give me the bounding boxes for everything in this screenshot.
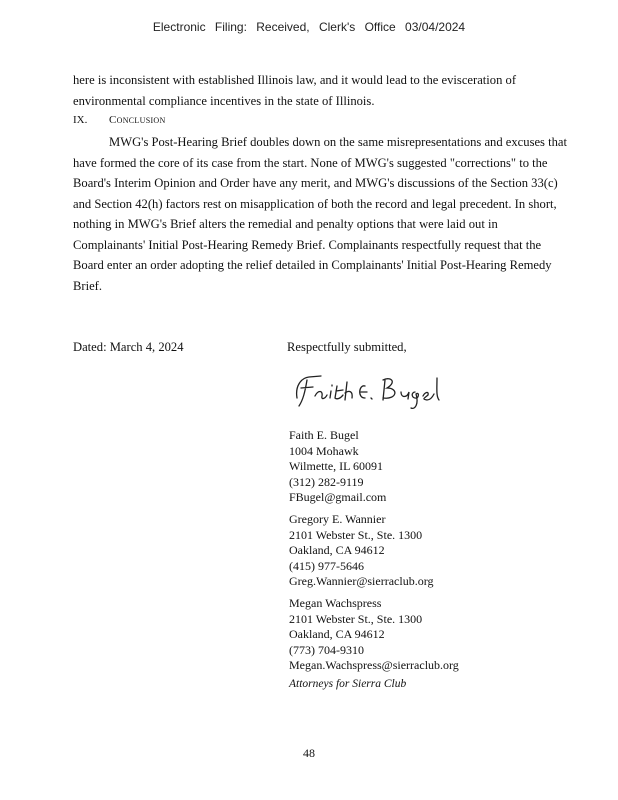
- signature: [287, 368, 447, 414]
- paragraph-top: here is inconsistent with established Illinois law, and it would lead to the evisceration of environmental compliance incentives in the state of Illinois.: [73, 73, 517, 108]
- attorney-address-line1: 2101 Webster St., Ste. 1300: [289, 611, 423, 626]
- attorney-name: Faith E. Bugel: [289, 428, 359, 442]
- attorneys-for-line: Attorneys for Sierra Club: [289, 678, 407, 690]
- page-number: 48: [303, 746, 315, 760]
- attorney-email: Megan.Wachspress@sierraclub.org: [289, 658, 459, 672]
- attorney-address-line2: Oakland, CA 94612: [289, 627, 385, 641]
- attorney-block: [289, 428, 386, 506]
- attorney-block: [289, 512, 433, 590]
- attorney-address-line1: 2101 Webster St., Ste. 1300: [289, 527, 423, 542]
- attorney-phone: (773) 704-9310: [289, 642, 364, 657]
- attorney-phone: (415) 977-5646: [289, 558, 364, 573]
- attorney-name: Megan Wachspress: [289, 596, 382, 610]
- paragraph-conclusion: MWG's Post-Hearing Brief doubles down on the same misrepresentations and excuses that have formed the core of its case from the start. None of MWG's suggested "corrections" to the Board's Interim Opinion and Order have any merit, and MWG's discussions of the Section 33(c) and Section 42(h) factors rest on misapplication of both the record and legal precedent. In short, nothing in MWG's Brief alters the remedial and penalty options that were laid out in Complainants' Initial Post-Hearing Remedy Brief. Complainants respectfully request that the Board enter an order adopting the relief detailed in Complainants' Initial Post-Hearing Remedy Brief.: [73, 135, 567, 293]
- attorney-email: FBugel@gmail.com: [289, 490, 387, 504]
- attorney-address-line2: Oakland, CA 94612: [289, 543, 385, 557]
- filing-header: Electronic Filing: Received, Clerk's Office 03/04/2024: [152, 20, 466, 34]
- attorney-email: Greg.Wannier@sierraclub.org: [289, 574, 434, 588]
- section-heading: [73, 114, 166, 126]
- section-title: Conclusion: [109, 114, 166, 126]
- respectfully-submitted: Respectfully submitted,: [287, 340, 407, 354]
- section-number: IX.: [73, 114, 88, 126]
- dated-line: Dated: March 4, 2024: [73, 340, 184, 354]
- attorney-name: Gregory E. Wannier: [289, 512, 386, 526]
- attorney-address-line1: 1004 Mohawk: [289, 443, 359, 458]
- attorney-phone: (312) 282-9119: [289, 474, 364, 489]
- attorney-address-line2: Wilmette, IL 60091: [289, 459, 384, 473]
- attorney-block: [289, 596, 459, 674]
